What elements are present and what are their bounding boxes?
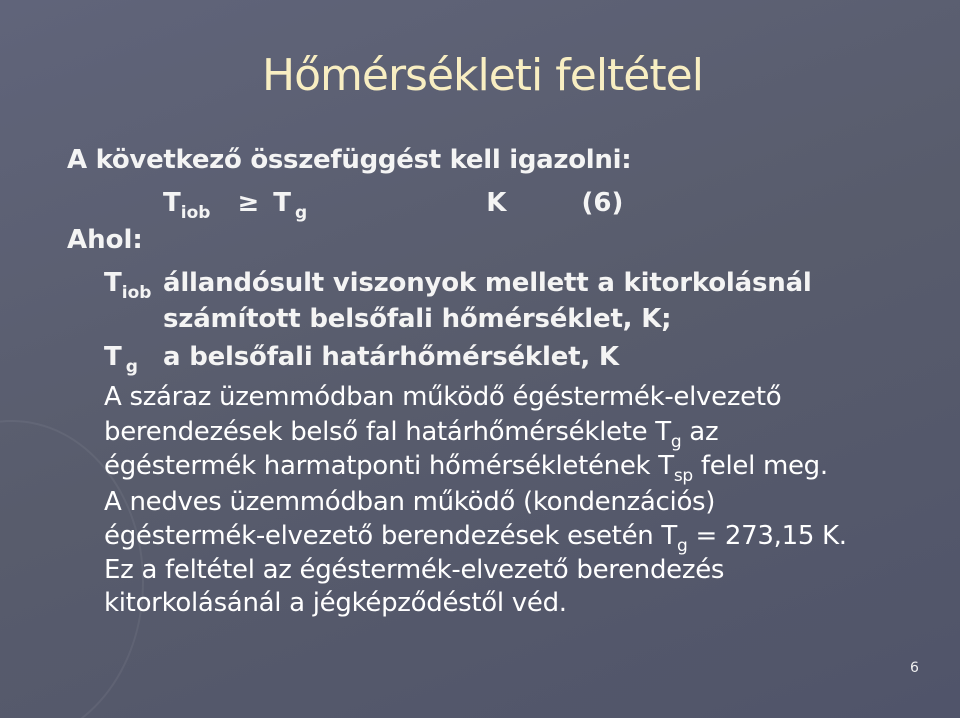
para2-line3: Ez a feltétel az égéstermék-elvezető berendezés [104, 555, 725, 585]
para2-line2 [104, 521, 847, 556]
definition-2-line1: a belsőfali határhőmérséklet, K [163, 342, 619, 372]
equation-lhs-subscript: iob [180, 203, 211, 223]
definition-2-sub: g [125, 357, 138, 377]
para1-line1: A száraz üzemmódban működő égéstermék-elvezető [104, 382, 782, 412]
para2-line2-subscript: g [677, 536, 688, 556]
intro-text: A következő összefüggést kell igazolni: [67, 145, 632, 175]
equation [163, 188, 623, 223]
equation-rhs-subscript: g [295, 203, 308, 223]
definition-1-line2: számított belsőfali hőmérséklet, K; [163, 304, 672, 334]
para2-line2-text: égéstermék-elvezető berendezések esetén T [104, 521, 677, 551]
para1-line2-subscript: g [670, 432, 682, 452]
para1-line3-subscript: sp [673, 466, 693, 486]
page-number: 6 [910, 660, 919, 676]
para1-line2 [104, 417, 718, 452]
definition-1-line1: állandósult viszonyok mellett a kitorkolásnál [163, 268, 812, 298]
para2-line2-tail: = 273,15 K. [687, 521, 847, 551]
equation-rhs-symbol: T [273, 188, 292, 218]
slide-title: Hőmérsékleti feltétel [262, 50, 703, 101]
definition-1-symbol [104, 268, 151, 303]
ahol-label: Ahol: [67, 225, 143, 255]
para2-line4: kitorkolásánál a jégképződéstől véd. [104, 588, 567, 618]
para1-line3-tail: felel meg. [692, 451, 828, 481]
definition-1-sub: iob [121, 283, 152, 303]
equation-number: (6) [581, 188, 624, 218]
equation-operator: ≥ [237, 188, 260, 218]
definition-1-sym: T [104, 268, 122, 298]
para1-line2-text: berendezések belső fal határhőmérséklete T [104, 417, 671, 447]
definition-2-symbol [104, 342, 138, 377]
equation-unit: K [486, 188, 507, 218]
definition-2-sym: T [104, 342, 122, 372]
para1-line2-tail: az [681, 417, 719, 447]
para1-line3-text: égéstermék harmatponti hőmérsékletének T [104, 451, 674, 481]
para2-line1: A nedves üzemmódban működő (kondenzációs) [104, 487, 716, 517]
para1-line3 [104, 451, 828, 486]
equation-lhs-symbol: T [163, 188, 181, 218]
